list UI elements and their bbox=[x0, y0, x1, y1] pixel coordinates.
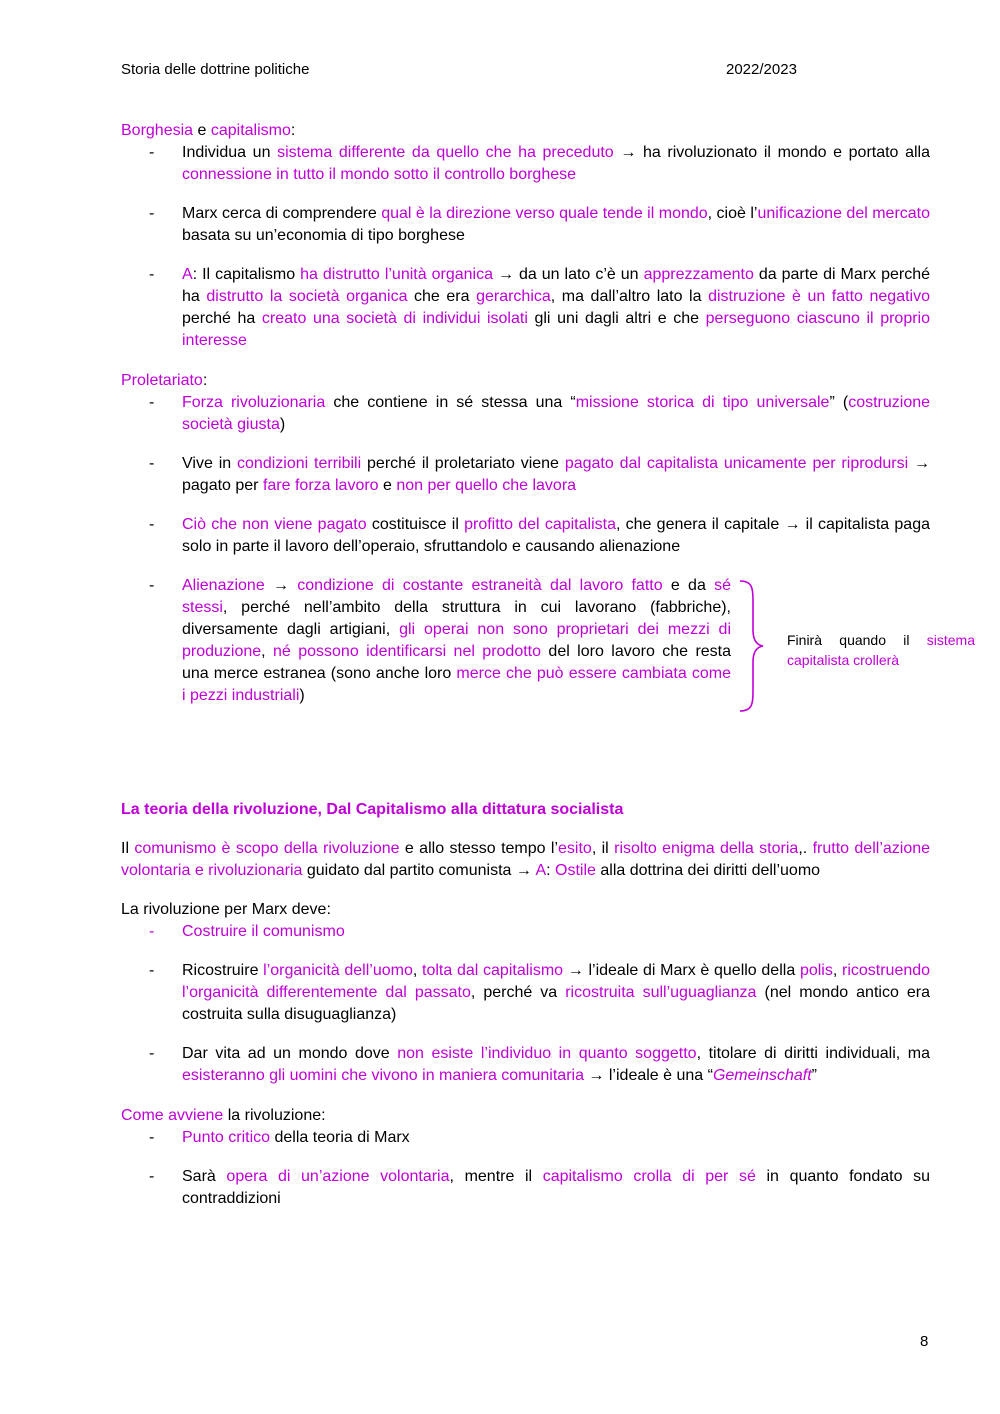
list-item: - Sarà opera di un’azione volontaria, mentre il capitalismo crolla di per sé in quanto fondato su contraddizioni bbox=[149, 1168, 931, 1207]
curly-brace-icon bbox=[736, 578, 766, 714]
section-teoria-rivoluzione bbox=[121, 799, 930, 1087]
list-item: - Punto critico della teoria di Marx bbox=[149, 1129, 410, 1146]
header-academic-year: 2022/2023 bbox=[726, 61, 797, 78]
section-heading: Come avviene la rivoluzione: bbox=[121, 1107, 326, 1124]
section-heading: Borghesia e capitalismo: bbox=[121, 122, 296, 139]
section-come-avviene bbox=[121, 1105, 930, 1210]
list-item: - Ricostruire l’organicità dell’uomo, tolta dal capitalismo → l’ideale di Marx è quello della polis, ricostruendo l’organicità differentemente dal passato, perché va ricostruita sull’uguaglianza (nel mondo antico era costruita sulla disuguaglianza) bbox=[149, 962, 931, 1023]
section-title: La teoria della rivoluzione, Dal Capitalismo alla dittatura socialista bbox=[121, 801, 624, 818]
page-number: 8 bbox=[920, 1333, 929, 1350]
list-item: - Individua un sistema differente da quello che ha preceduto → ha rivoluzionato il mondo e portato alla connessione in tutto il mondo sotto il controllo borghese bbox=[149, 144, 930, 183]
section-heading: Proletariato: bbox=[121, 372, 208, 389]
paragraph: Il comunismo è scopo della rivoluzione e allo stesso tempo l’esito, il risolto enigma della storia,. frutto dell’azione volontaria e rivoluzionaria guidato dal partito comunista → A: Ostile alla dottrina dei diritti dell’uomo bbox=[121, 840, 931, 879]
list-item: - Vive in condizioni terribili perché il proletariato viene pagato dal capitalista unicamente per riprodursi → pagato per fare forza lavoro e non per quello che lavora bbox=[149, 455, 930, 494]
list-item: - Costruire il comunismo bbox=[149, 923, 345, 940]
list-item: - A: Il capitalismo ha distrutto l’unità organica → da un lato c’è un apprezzamento da parte di Marx perché ha distrutto la società organica che era gerarchica, ma dall’altro lato la distruzione è un fatto negativo perché ha creato una società di individui isolati gli uni dagli altri e che perseguono ciascuno il proprio interesse bbox=[149, 266, 931, 349]
list-heading: La rivoluzione per Marx deve: bbox=[121, 901, 331, 918]
list-item: - Ciò che non viene pagato costituisce il profitto del capitalista, che genera il capitale → il capitalista paga solo in parte il lavoro dell’operaio, sfruttandolo e causando alienazione bbox=[149, 516, 930, 555]
side-note: Finirà quando il sistema capitalista crollerà bbox=[787, 632, 975, 668]
header-course-title: Storia delle dottrine politiche bbox=[121, 61, 310, 78]
list-item: - Dar vita ad un mondo dove non esiste l’individuo in quanto soggetto, titolare di diritti individuali, ma esisteranno gli uomini che vivono in maniera comunitaria → l’ideale è una “Gemeinschaft” bbox=[149, 1045, 931, 1084]
list-item: - Forza rivoluzionaria che contiene in sé stessa una “missione storica di tipo universale” (costruzione società giusta) bbox=[149, 394, 931, 433]
section-borghesia bbox=[121, 120, 930, 352]
list-item: - Alienazione → condizione di costante estraneità dal lavoro fatto e da sé stessi, perché nell’ambito della struttura in cui lavorano (fabbriche), diversamente dagli artigiani, gli operai non sono proprietari dei mezzi di produzione, né possono identificarsi nel prodotto del loro lavoro che resta una merce estranea (sono anche loro merce che può essere cambiata come i pezzi industriali) bbox=[149, 577, 732, 704]
list-item: - Marx cerca di comprendere qual è la direzione verso quale tende il mondo, cioè l’unificazione del mercato basata su un’economia di tipo borghese bbox=[149, 205, 931, 244]
